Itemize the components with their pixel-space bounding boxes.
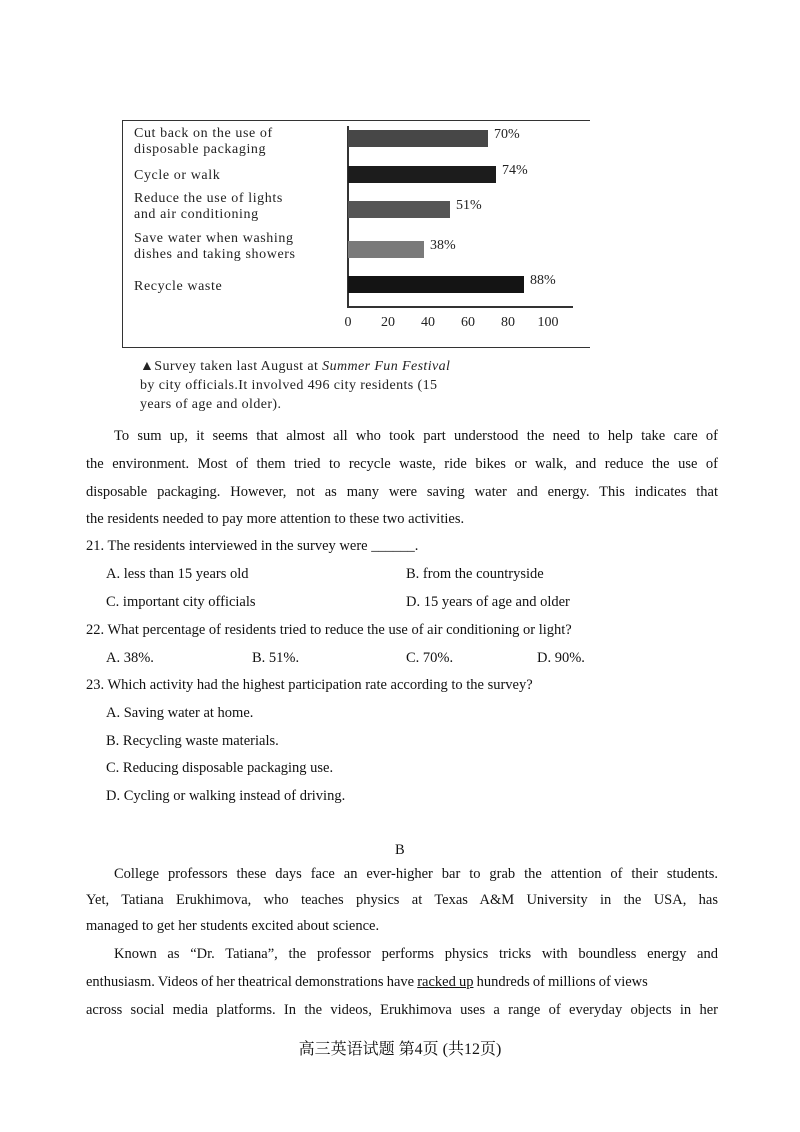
passage-line: Known as “Dr. Tatiana”, the professor performs physics tricks with boundless energy and [114, 946, 718, 962]
question-23-option-b: B. Recycling waste materials. [106, 733, 279, 749]
question-23-option-d: D. Cycling or walking instead of driving. [106, 788, 346, 804]
value-label: 51% [456, 198, 482, 213]
question-23-option-a: A. Saving water at home. [106, 705, 254, 721]
question-22-stem: 22. What percentage of residents tried to reduce the use of air conditioning or light? [86, 622, 572, 638]
x-tick-label: 40 [421, 315, 435, 330]
summary-line: To sum up, it seems that almost all who took part understood the need to help take care of [114, 428, 718, 444]
bar [348, 130, 488, 147]
question-21-stem: 21. The residents interviewed in the survey were ______. [86, 538, 419, 554]
value-label: 38% [430, 238, 456, 253]
value-label: 88% [530, 273, 556, 288]
question-23-stem: 23. Which activity had the highest participation rate according to the survey? [86, 677, 533, 693]
x-tick-label: 0 [344, 315, 352, 330]
question-22-option-c: C. 70%. [406, 650, 454, 666]
x-tick-label: 80 [501, 315, 515, 330]
bar [348, 241, 424, 258]
category-label: Cut back on the use of disposable packaging [134, 126, 273, 157]
category-label: Reduce the use of lights and air conditioning [134, 191, 283, 222]
x-tick-label: 60 [461, 315, 475, 330]
passage-line: College professors these days face an ever-higher bar to grab the attention of their students. [114, 866, 718, 882]
underlined-phrase: racked up [417, 974, 474, 990]
question-22-option-a: A. 38%. [106, 650, 154, 666]
section-heading: B [395, 842, 405, 858]
question-23-option-c: C. Reducing disposable packaging use. [106, 760, 334, 776]
summary-line: disposable packaging. However, not as many were saving water and energy. This indicates that [86, 484, 718, 500]
triangle-icon: ▲ [140, 359, 155, 374]
x-axis-line [347, 306, 573, 308]
question-21-option-d: D. 15 years of age and older [406, 594, 570, 610]
value-label: 74% [502, 163, 528, 178]
category-label: Cycle or walk [134, 168, 221, 183]
passage-line: enthusiasm. Videos of her theatrical demonstrations have racked up hundreds of millions of views [86, 974, 648, 990]
question-21-option-c: C. important city officials [106, 594, 256, 610]
passage-line: managed to get her students excited about science. [86, 918, 380, 934]
x-tick-label: 100 [537, 315, 559, 330]
summary-line: the environment. Most of them tried to recycle waste, ride bikes or walk, and reduce the use of [86, 456, 718, 472]
question-21-option-a: A. less than 15 years old [106, 566, 249, 582]
chart-caption: ▲Survey taken last August at Summer Fun Festival by city officials.It involved 496 city residents (15 years of age and older). [140, 359, 451, 412]
question-22-option-b: B. 51%. [252, 650, 300, 666]
question-21-option-b: B. from the countryside [406, 566, 544, 582]
passage-line: across social media platforms. In the videos, Erukhimova uses a range of everyday objects in her [86, 1002, 718, 1018]
category-label: Recycle waste [134, 279, 223, 294]
bar [348, 201, 450, 218]
x-tick-label: 20 [381, 315, 395, 330]
question-22-option-d: D. 90%. [537, 650, 585, 666]
bar [348, 276, 524, 293]
passage-line: Yet, Tatiana Erukhimova, who teaches physics at Texas A&M University in the USA, has [86, 892, 718, 908]
value-label: 70% [494, 127, 520, 142]
summary-line: the residents needed to pay more attention to these two activities. [86, 511, 465, 527]
bar [348, 166, 496, 183]
category-label: Save water when washing dishes and taking showers [134, 231, 296, 262]
page-footer: 高三英语试题 第4页 (共12页) [298, 1041, 502, 1058]
